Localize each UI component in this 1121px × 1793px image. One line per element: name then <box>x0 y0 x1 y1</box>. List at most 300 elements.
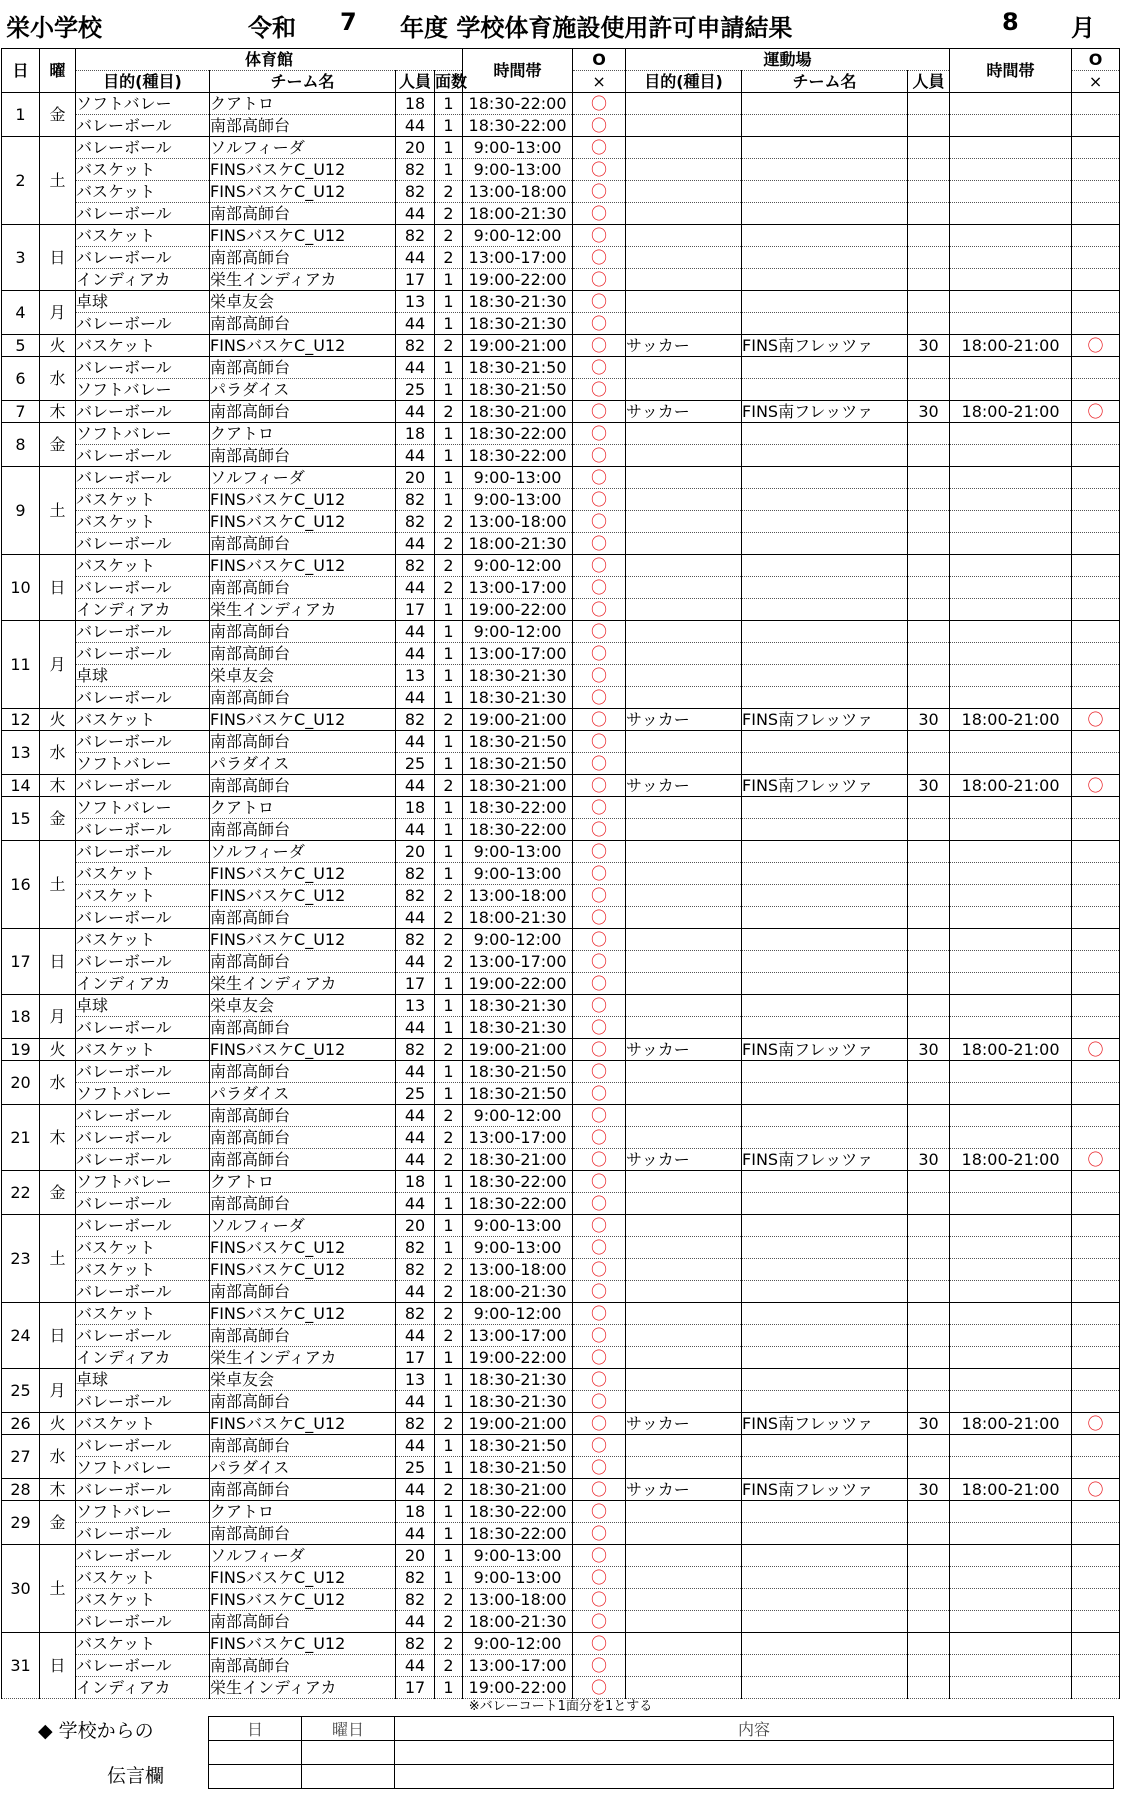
gym-courts-cell: 1 <box>435 1369 463 1391</box>
gym-team-cell: 南部高師台 <box>210 731 396 753</box>
gym-team-cell: 南部高師台 <box>210 687 396 709</box>
gym-approval-mark: 〇 <box>573 1677 626 1699</box>
ground-time-cell <box>950 423 1072 445</box>
gym-time-cell: 13:00-17:00 <box>463 951 573 973</box>
gym-courts-cell: 1 <box>435 1171 463 1193</box>
weekday-cell: 土 <box>40 841 76 929</box>
ground-approval-mark <box>1072 1083 1120 1105</box>
day-cell: 24 <box>2 1303 40 1369</box>
table-row <box>2 1347 1120 1369</box>
ground-purpose-cell <box>626 93 742 115</box>
gym-approval-mark: 〇 <box>573 379 626 401</box>
ground-time-cell: 18:00-21:00 <box>950 775 1072 797</box>
table-row <box>2 1259 1120 1281</box>
gym-time-cell: 18:30-22:00 <box>463 1171 573 1193</box>
ground-members-cell <box>908 445 950 467</box>
gym-approval-mark: 〇 <box>573 489 626 511</box>
ground-team-cell <box>742 1589 908 1611</box>
ground-members-cell <box>908 357 950 379</box>
day-cell: 21 <box>2 1105 40 1171</box>
ground-team-cell <box>742 313 908 335</box>
gym-courts-cell: 2 <box>435 1633 463 1655</box>
gym-time-cell: 9:00-13:00 <box>463 159 573 181</box>
gym-courts-cell: 1 <box>435 1545 463 1567</box>
table-row <box>2 1325 1120 1347</box>
gym-courts-cell: 1 <box>435 313 463 335</box>
ground-members-cell <box>908 247 950 269</box>
gym-team-cell: 南部高師台 <box>210 357 396 379</box>
table-row <box>2 335 1120 357</box>
ground-purpose-cell <box>626 907 742 929</box>
ground-approval-mark <box>1072 1633 1120 1655</box>
gym-team-cell: 南部高師台 <box>210 247 396 269</box>
table-row <box>2 225 1120 247</box>
ground-team-cell <box>742 863 908 885</box>
gym-approval-mark: 〇 <box>573 511 626 533</box>
gym-approval-mark: 〇 <box>573 247 626 269</box>
gym-approval-mark: 〇 <box>573 687 626 709</box>
gym-approval-mark: 〇 <box>573 797 626 819</box>
ground-time-cell <box>950 1545 1072 1567</box>
ground-approval-mark: 〇 <box>1072 775 1120 797</box>
ground-time-cell <box>950 1655 1072 1677</box>
weekday-header: 曜 <box>40 49 76 93</box>
schedule-body <box>2 93 1120 1699</box>
gym-team-cell: FINSバスケC_U12 <box>210 1237 396 1259</box>
ground-purpose-cell <box>626 599 742 621</box>
table-row <box>2 863 1120 885</box>
gym-purpose-cell: 卓球 <box>76 1369 210 1391</box>
gym-purpose-cell: バレーボール <box>76 1479 210 1501</box>
gym-time-cell: 18:30-21:30 <box>463 995 573 1017</box>
table-row <box>2 401 1120 423</box>
gym-courts-cell: 1 <box>435 687 463 709</box>
ground-time-cell <box>950 379 1072 401</box>
gym-members-cell: 25 <box>396 753 435 775</box>
message-cell[interactable] <box>395 1765 1114 1789</box>
gym-courts-cell: 1 <box>435 995 463 1017</box>
day-cell: 4 <box>2 291 40 335</box>
ground-time-cell <box>950 1325 1072 1347</box>
weekday-cell: 水 <box>40 1435 76 1479</box>
ground-approval-mark <box>1072 621 1120 643</box>
table-row <box>2 1611 1120 1633</box>
gym-members-cell: 82 <box>396 1237 435 1259</box>
ground-members-cell: 30 <box>908 1413 950 1435</box>
gym-members-cell: 44 <box>396 1435 435 1457</box>
table-row <box>2 93 1120 115</box>
gym-approval-mark: 〇 <box>573 951 626 973</box>
ground-team-cell <box>742 1083 908 1105</box>
gym-team-cell: FINSバスケC_U12 <box>210 1567 396 1589</box>
gym-time-cell: 18:30-22:00 <box>463 819 573 841</box>
gym-courts-cell: 1 <box>435 1017 463 1039</box>
ground-time-cell <box>950 1171 1072 1193</box>
ground-time-cell <box>950 687 1072 709</box>
table-row <box>2 753 1120 775</box>
table-row <box>2 1127 1120 1149</box>
gym-approval-mark: 〇 <box>573 533 626 555</box>
ground-time-cell <box>950 555 1072 577</box>
ground-team-cell <box>742 885 908 907</box>
gym-courts-cell: 2 <box>435 709 463 731</box>
gym-approval-mark: 〇 <box>573 225 626 247</box>
gym-members-cell: 82 <box>396 863 435 885</box>
gym-time-cell: 18:30-21:50 <box>463 357 573 379</box>
ground-approval-mark <box>1072 687 1120 709</box>
gym-team-cell: 南部高師台 <box>210 1523 396 1545</box>
gym-team-cell: FINSバスケC_U12 <box>210 863 396 885</box>
ground-approval-mark <box>1072 1347 1120 1369</box>
message-cell[interactable] <box>209 1765 302 1789</box>
gym-members-cell: 82 <box>396 929 435 951</box>
ground-approval-mark <box>1072 489 1120 511</box>
ground-time-cell <box>950 115 1072 137</box>
gym-courts-cell: 1 <box>435 1391 463 1413</box>
gym-time-cell: 18:00-21:30 <box>463 1281 573 1303</box>
ground-approval-mark <box>1072 841 1120 863</box>
gym-courts-cell: 1 <box>435 269 463 291</box>
gym-members-cell: 82 <box>396 225 435 247</box>
ground-team-cell <box>742 841 908 863</box>
gym-time-cell: 13:00-18:00 <box>463 181 573 203</box>
gym-time-cell: 18:30-21:50 <box>463 1061 573 1083</box>
ground-time-cell <box>950 929 1072 951</box>
gym-courts-cell: 2 <box>435 1281 463 1303</box>
gym-purpose-cell: バレーボール <box>76 577 210 599</box>
ground-team-cell <box>742 93 908 115</box>
gym-approval-mark: 〇 <box>573 291 626 313</box>
ground-members-cell <box>908 1061 950 1083</box>
gym-purpose-cell: バレーボール <box>76 951 210 973</box>
gym-time-cell: 13:00-17:00 <box>463 1127 573 1149</box>
gym-approval-mark: 〇 <box>573 753 626 775</box>
ground-time-cell <box>950 1567 1072 1589</box>
ground-members-cell <box>908 467 950 489</box>
gym-courts-cell: 1 <box>435 1237 463 1259</box>
day-cell: 1 <box>2 93 40 137</box>
gym-time-cell: 18:30-22:00 <box>463 1501 573 1523</box>
gym-approval-mark: 〇 <box>573 1061 626 1083</box>
gym-approval-mark: 〇 <box>573 929 626 951</box>
gym-team-cell: ソルフィーダ <box>210 1545 396 1567</box>
gym-courts-cell: 1 <box>435 1523 463 1545</box>
gym-members-cell: 44 <box>396 1611 435 1633</box>
gym-team-cell: 南部高師台 <box>210 1105 396 1127</box>
ground-time-cell <box>950 1215 1072 1237</box>
ground-members-cell <box>908 951 950 973</box>
gym-members-cell: 82 <box>396 511 435 533</box>
gym-courts-cell: 2 <box>435 247 463 269</box>
gym-purpose-cell: バスケット <box>76 1259 210 1281</box>
gym-approval-mark: 〇 <box>573 467 626 489</box>
gym-courts-cell: 2 <box>435 885 463 907</box>
ground-team-cell <box>742 225 908 247</box>
message-cell[interactable] <box>302 1741 395 1765</box>
gym-team-cell: FINSバスケC_U12 <box>210 1413 396 1435</box>
gym-team-cell: ソルフィーダ <box>210 841 396 863</box>
gym-members-cell: 44 <box>396 775 435 797</box>
ground-team-cell <box>742 995 908 1017</box>
gym-purpose-cell: バレーボール <box>76 819 210 841</box>
ground-team-cell <box>742 1017 908 1039</box>
ground-time-cell <box>950 1303 1072 1325</box>
weekday-cell: 日 <box>40 555 76 621</box>
gym-members-cell: 82 <box>396 1633 435 1655</box>
ground-team-cell <box>742 577 908 599</box>
table-row <box>2 665 1120 687</box>
gym-approval-mark: 〇 <box>573 819 626 841</box>
ground-purpose-cell <box>626 379 742 401</box>
ground-approval-mark <box>1072 643 1120 665</box>
table-row <box>2 1391 1120 1413</box>
ground-approval-mark: 〇 <box>1072 335 1120 357</box>
ground-members-cell <box>908 643 950 665</box>
gym-time-cell: 9:00-13:00 <box>463 841 573 863</box>
gym-members-cell: 18 <box>396 423 435 445</box>
ground-time-cell <box>950 181 1072 203</box>
gym-courts-cell: 2 <box>435 1589 463 1611</box>
ground-team-cell <box>742 951 908 973</box>
gym-team-cell: 南部高師台 <box>210 621 396 643</box>
ground-approval-mark <box>1072 1611 1120 1633</box>
gym-courts-cell: 1 <box>435 973 463 995</box>
gym-time-cell: 9:00-12:00 <box>463 929 573 951</box>
gym-team-cell: 栄生インディアカ <box>210 1677 396 1699</box>
era-label: 令和 <box>248 14 296 42</box>
table-row <box>2 181 1120 203</box>
gym-ok-header-top: O <box>573 49 626 71</box>
table-row <box>2 1369 1120 1391</box>
ground-purpose-cell <box>626 1501 742 1523</box>
gym-purpose-cell: バレーボール <box>76 1523 210 1545</box>
gym-time-cell: 18:00-21:30 <box>463 203 573 225</box>
gym-members-cell: 25 <box>396 379 435 401</box>
weekday-cell: 水 <box>40 731 76 775</box>
gym-approval-mark: 〇 <box>573 665 626 687</box>
gym-approval-mark: 〇 <box>573 1347 626 1369</box>
gym-purpose-cell: インディアカ <box>76 1347 210 1369</box>
table-row <box>2 1149 1120 1171</box>
month-unit: 月 <box>1071 14 1095 42</box>
gym-members-cell: 44 <box>396 1523 435 1545</box>
gym-purpose-cell: ソフトバレー <box>76 1501 210 1523</box>
gym-time-cell: 13:00-17:00 <box>463 1325 573 1347</box>
table-row <box>2 511 1120 533</box>
table-row <box>2 885 1120 907</box>
gym-approval-mark: 〇 <box>573 1017 626 1039</box>
ground-purpose-cell <box>626 1369 742 1391</box>
ground-team-cell: FINS南フレッツァ <box>742 1479 908 1501</box>
ground-time-cell <box>950 665 1072 687</box>
ground-approval-mark <box>1072 819 1120 841</box>
ground-purpose-cell <box>626 797 742 819</box>
gym-approval-mark: 〇 <box>573 335 626 357</box>
table-row <box>2 1303 1120 1325</box>
gym-purpose-cell: バレーボール <box>76 907 210 929</box>
gym-courts-cell: 1 <box>435 643 463 665</box>
message-cell[interactable] <box>302 1765 395 1789</box>
ground-approval-mark: 〇 <box>1072 1149 1120 1171</box>
ground-approval-mark <box>1072 995 1120 1017</box>
ground-time-cell <box>950 1523 1072 1545</box>
ground-purpose-cell <box>626 159 742 181</box>
weekday-cell: 金 <box>40 1171 76 1215</box>
gym-members-cell: 82 <box>396 1589 435 1611</box>
day-cell: 17 <box>2 929 40 995</box>
gym-time-cell: 18:30-21:00 <box>463 1479 573 1501</box>
gym-approval-mark: 〇 <box>573 137 626 159</box>
gym-approval-mark: 〇 <box>573 1215 626 1237</box>
gym-purpose-cell: バレーボール <box>76 115 210 137</box>
table-row <box>2 643 1120 665</box>
ground-purpose-cell <box>626 1611 742 1633</box>
table-row <box>2 357 1120 379</box>
ground-purpose-cell <box>626 423 742 445</box>
ground-approval-mark <box>1072 1523 1120 1545</box>
ground-approval-mark: 〇 <box>1072 1039 1120 1061</box>
gym-team-cell: 南部高師台 <box>210 1391 396 1413</box>
weekday-cell: 土 <box>40 137 76 225</box>
day-cell: 20 <box>2 1061 40 1105</box>
weekday-cell: 水 <box>40 357 76 401</box>
ground-purpose-cell <box>626 137 742 159</box>
table-row <box>2 973 1120 995</box>
day-cell: 26 <box>2 1413 40 1435</box>
gym-members-cell: 18 <box>396 797 435 819</box>
ground-time-cell <box>950 643 1072 665</box>
ground-members-cell <box>908 687 950 709</box>
gym-time-cell: 18:30-22:00 <box>463 445 573 467</box>
gym-purpose-cell: バレーボール <box>76 1149 210 1171</box>
gym-team-cell: ソルフィーダ <box>210 137 396 159</box>
gym-team-cell: FINSバスケC_U12 <box>210 1589 396 1611</box>
message-cell[interactable] <box>395 1741 1114 1765</box>
ground-team-cell <box>742 247 908 269</box>
gym-team-cell: 栄卓友会 <box>210 291 396 313</box>
ground-members-cell <box>908 1567 950 1589</box>
ground-time-cell: 18:00-21:00 <box>950 401 1072 423</box>
gym-team-cell: FINSバスケC_U12 <box>210 225 396 247</box>
gym-members-cell: 44 <box>396 401 435 423</box>
table-row <box>2 1105 1120 1127</box>
table-row <box>2 313 1120 335</box>
ground-approval-mark <box>1072 555 1120 577</box>
gym-purpose-cell: ソフトバレー <box>76 797 210 819</box>
gym-members-cell: 82 <box>396 1303 435 1325</box>
gym-courts-cell: 2 <box>435 775 463 797</box>
ground-team-cell <box>742 1567 908 1589</box>
table-row <box>2 1237 1120 1259</box>
gym-courts-cell: 2 <box>435 1655 463 1677</box>
gym-courts-cell: 2 <box>435 225 463 247</box>
gym-time-cell: 18:30-21:50 <box>463 1083 573 1105</box>
ground-approval-mark <box>1072 1215 1120 1237</box>
gym-team-cell: 南部高師台 <box>210 951 396 973</box>
gym-courts-cell: 2 <box>435 1039 463 1061</box>
ground-purpose-cell <box>626 225 742 247</box>
gym-team-cell: FINSバスケC_U12 <box>210 1259 396 1281</box>
ground-members-cell <box>908 1611 950 1633</box>
ground-approval-mark <box>1072 225 1120 247</box>
gym-approval-mark: 〇 <box>573 1457 626 1479</box>
ground-team-cell <box>742 973 908 995</box>
ground-members-cell <box>908 819 950 841</box>
ground-approval-mark <box>1072 1567 1120 1589</box>
ground-time-cell <box>950 731 1072 753</box>
gym-team-cell: FINSバスケC_U12 <box>210 1303 396 1325</box>
ground-purpose-cell <box>626 269 742 291</box>
ground-approval-mark <box>1072 951 1120 973</box>
gym-time-cell: 19:00-22:00 <box>463 269 573 291</box>
gym-team-cell: パラダイス <box>210 1083 396 1105</box>
gym-courts-cell: 2 <box>435 1149 463 1171</box>
ground-approval-mark <box>1072 797 1120 819</box>
gym-purpose-cell: バレーボール <box>76 687 210 709</box>
gym-approval-mark: 〇 <box>573 1545 626 1567</box>
ground-team-cell <box>742 203 908 225</box>
day-cell: 18 <box>2 995 40 1039</box>
gym-ok-header-bottom: × <box>573 71 626 93</box>
gym-members-cell: 18 <box>396 93 435 115</box>
ground-team-cell <box>742 1105 908 1127</box>
table-row <box>2 467 1120 489</box>
ground-team-cell <box>742 1391 908 1413</box>
ground-members-cell <box>908 1083 950 1105</box>
gym-courts-cell: 1 <box>435 797 463 819</box>
gym-time-cell: 13:00-17:00 <box>463 247 573 269</box>
gym-members-cell: 44 <box>396 1127 435 1149</box>
gym-courts-cell: 2 <box>435 1479 463 1501</box>
gym-team-cell: パラダイス <box>210 1457 396 1479</box>
gym-courts-cell: 2 <box>435 1105 463 1127</box>
ground-team-cell: FINS南フレッツァ <box>742 1039 908 1061</box>
gym-members-cell: 20 <box>396 1545 435 1567</box>
gym-approval-mark: 〇 <box>573 841 626 863</box>
ground-members-cell <box>908 1017 950 1039</box>
gym-courts-cell: 1 <box>435 665 463 687</box>
table-row <box>2 1633 1120 1655</box>
table-row <box>2 1215 1120 1237</box>
table-row <box>2 907 1120 929</box>
ground-purpose-cell <box>626 1105 742 1127</box>
gym-members-cell: 44 <box>396 577 435 599</box>
gym-members-cell: 44 <box>396 1479 435 1501</box>
ground-purpose-cell <box>626 1281 742 1303</box>
gym-courts-cell: 1 <box>435 841 463 863</box>
ground-members-cell <box>908 1545 950 1567</box>
ground-team-cell <box>742 467 908 489</box>
table-row <box>2 621 1120 643</box>
ground-time-cell <box>950 357 1072 379</box>
gym-courts-cell: 2 <box>435 1303 463 1325</box>
gym-members-cell: 44 <box>396 313 435 335</box>
gym-time-cell: 9:00-13:00 <box>463 1215 573 1237</box>
gym-courts-cell: 2 <box>435 1259 463 1281</box>
gym-approval-mark: 〇 <box>573 885 626 907</box>
gym-approval-mark: 〇 <box>573 357 626 379</box>
day-cell: 7 <box>2 401 40 423</box>
ground-time-cell <box>950 247 1072 269</box>
ground-team-cell <box>742 1303 908 1325</box>
weekday-cell: 月 <box>40 621 76 709</box>
gym-time-cell: 18:30-21:30 <box>463 1391 573 1413</box>
table-row <box>2 687 1120 709</box>
ground-members-cell <box>908 731 950 753</box>
gym-purpose-cell: バレーボール <box>76 533 210 555</box>
ground-team-cell <box>742 159 908 181</box>
message-cell[interactable] <box>209 1741 302 1765</box>
